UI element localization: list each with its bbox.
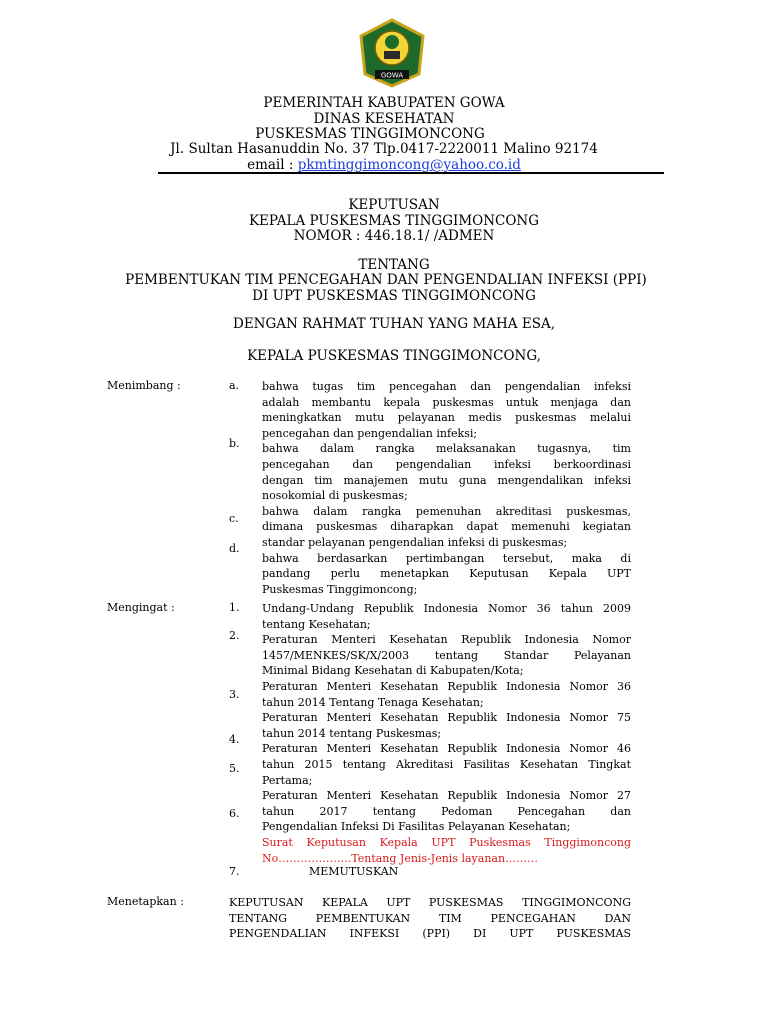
menimbang-line: dengan tim manajemen mutu guna mengendalikan infeksi <box>262 473 631 487</box>
menetapkan-line: KEPUTUSAN KEPALA UPT PUSKESMAS TINGGIMONCONG <box>229 896 631 909</box>
mengingat-line: Minimal Bidang Kesehatan di Kabupaten/Kota; <box>262 664 524 678</box>
decree-about: TENTANG <box>358 257 430 273</box>
menimbang-line: pencegahan dan pengendalian infeksi berkoordinasi <box>262 457 631 471</box>
mengingat-line: Peraturan Menteri Kesehatan Republik Indonesia Nomor 36 <box>262 679 631 693</box>
mengingat-line: Pengendalian Infeksi Di Fasilitas Pelayanan Kesehatan; <box>262 820 571 834</box>
mengingat-line: tahun 2017 tentang Pedoman Pencegahan dan <box>262 804 631 818</box>
mengingat-line: Peraturan Menteri Kesehatan Republik Indonesia Nomor <box>262 633 631 647</box>
mengingat-marker-5: 5. <box>229 762 240 775</box>
logo-wordmark: GOWA <box>380 71 404 80</box>
gowa-logo-emblem <box>357 18 427 88</box>
menimbang-line: bahwa tugas tim pencegahan dan pengendalian infeksi <box>262 380 631 393</box>
mengingat-line: Peraturan Menteri Kesehatan Republik Indonesia Nomor 46 <box>262 742 631 756</box>
mengingat-marker-4: 4. <box>229 733 240 746</box>
mengingat-marker-2: 2. <box>229 629 240 642</box>
menetapkan-line: PENGENDALIAN INFEKSI (PPI) DI UPT PUSKESMAS <box>229 927 631 941</box>
mengingat-line: tahun 2014 tentang Puskesmas; <box>262 726 442 740</box>
menimbang-line: Puskesmas Tinggimoncong; <box>262 582 418 596</box>
menimbang-line: meningkatkan mutu pelayanan medis puskesmas melalui <box>262 411 631 425</box>
menetapkan-label: Menetapkan : <box>107 895 184 908</box>
menimbang-marker-c: c. <box>229 512 239 525</box>
menimbang-line: bahwa dalam rangka melaksanakan tugasnya, tim <box>262 442 631 456</box>
mengingat-marker-1: 1. <box>229 601 240 614</box>
memutuskan-heading: MEMUTUSKAN <box>309 865 399 878</box>
kop-line-2: DINAS KESEHATAN <box>313 111 455 127</box>
menetapkan-line: TENTANG PEMBENTUKAN TIM PENCEGAHAN DAN <box>229 911 631 925</box>
kop-line-3: PUSKESMAS TINGGIMONCONG <box>255 126 485 142</box>
mengingat-red-line: No………………..Tentang Jenis-Jenis layanan……… <box>262 851 539 865</box>
menimbang-line: bahwa berdasarkan pertimbangan tersebut, maka di <box>262 551 631 565</box>
mengingat-line: tentang Kesehatan; <box>262 617 371 631</box>
decree-number: NOMOR : 446.18.1/ /ADMEN <box>293 228 495 244</box>
email-label: email : <box>247 157 298 173</box>
decree-subject-2: DI UPT PUSKESMAS TINGGIMONCONG <box>252 288 536 304</box>
kop-line-1: PEMERINTAH KABUPATEN GOWA <box>263 95 505 111</box>
menimbang-line: adalah membantu kepala puskesmas untuk menjaga dan <box>262 395 631 409</box>
mengingat-marker-7: 7. <box>229 865 240 878</box>
mengingat-line: tahun 2015 tentang Akreditasi Fasilitas Kesehatan Tingkat <box>262 757 631 771</box>
mengingat-line: Peraturan Menteri Kesehatan Republik Indonesia Nomor 75 <box>262 711 631 725</box>
menimbang-label: Menimbang : <box>107 379 181 392</box>
menimbang-marker-d: d. <box>229 542 240 555</box>
menimbang-line: bahwa dalam rangka pemenuhan akreditasi puskesmas, <box>262 504 631 518</box>
decree-head: KEPALA PUSKESMAS TINGGIMONCONG, <box>247 348 541 364</box>
mengingat-red-line: Surat Keputusan Kepala UPT Puskesmas Tinggimoncong <box>262 835 631 849</box>
mengingat-line: Peraturan Menteri Kesehatan Republik Indonesia Nomor 27 <box>262 789 631 803</box>
menimbang-text <box>262 379 631 597</box>
menimbang-marker-a: a. <box>229 379 240 392</box>
letterhead-divider <box>158 172 664 174</box>
menimbang-line: dimana puskesmas diharapkan dapat memenuhi kegiatan <box>262 520 631 534</box>
kop-email-line <box>0 157 768 173</box>
mengingat-line: Undang-Undang Republik Indonesia Nomor 36 tahun 2009 <box>262 602 631 615</box>
decree-subject-1: PEMBENTUKAN TIM PENCEGAHAN DAN PENGENDALIAN INFEKSI (PPI) <box>125 272 647 288</box>
menimbang-line: pencegahan dan pengendalian infeksi; <box>262 426 478 440</box>
decree-grace: DENGAN RAHMAT TUHAN YANG MAHA ESA, <box>233 316 555 332</box>
mengingat-line: tahun 2014 Tentang Tenaga Kesehatan; <box>262 695 484 709</box>
mengingat-text <box>262 601 631 866</box>
decree-issuer: KEPALA PUSKESMAS TINGGIMONCONG <box>248 213 540 229</box>
mengingat-line: 1457/MENKES/SK/X/2003 tentang Standar Pelayanan <box>262 648 631 662</box>
mengingat-marker-3: 3. <box>229 688 240 701</box>
mengingat-line: Pertama; <box>262 773 313 787</box>
decree-title: KEPUTUSAN <box>348 197 440 213</box>
mengingat-marker-6: 6. <box>229 807 240 820</box>
kop-address: Jl. Sultan Hasanuddin No. 37 Tlp.0417-2220011 Malino 92174 <box>170 141 598 157</box>
mengingat-label: Mengingat : <box>107 601 175 614</box>
menimbang-line: standar pelayanan pengendalian infeksi di puskesmas; <box>262 535 568 549</box>
menetapkan-text <box>229 895 631 942</box>
email-link[interactable]: pkmtinggimoncong@yahoo.co.id <box>297 157 521 173</box>
menimbang-line: pandang perlu menetapkan Keputusan Kepala UPT <box>262 567 631 581</box>
menimbang-marker-b: b. <box>229 437 240 450</box>
menimbang-line: nosokomial di puskesmas; <box>262 489 408 503</box>
